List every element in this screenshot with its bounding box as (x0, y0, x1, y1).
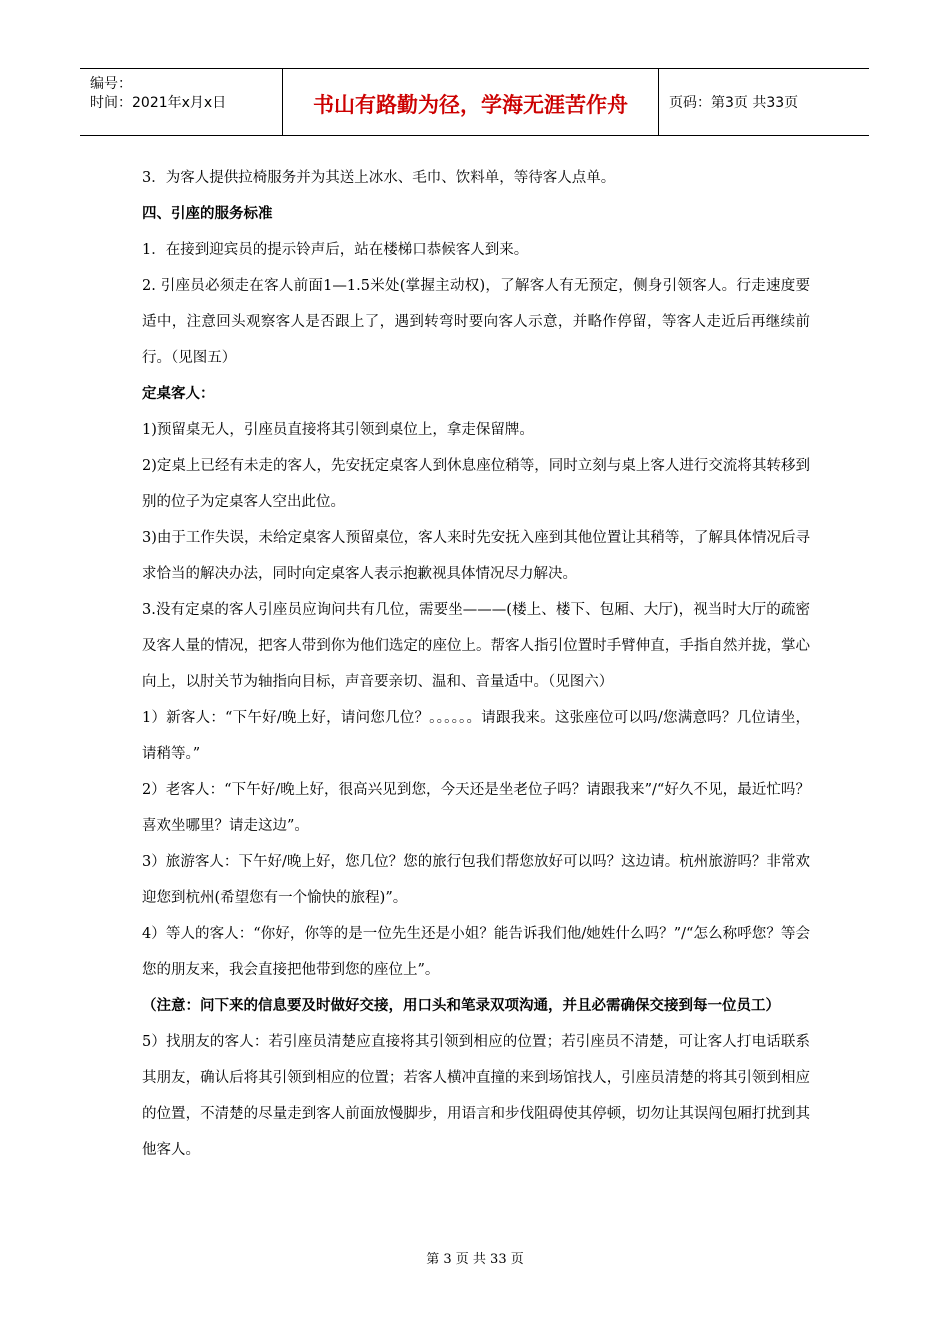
header-meta-cell (80, 69, 283, 135)
body-paragraph: 3.没有定桌的客人引座员应询问共有几位，需要坐———(楼上、楼下、包厢、大厅)，视当时大厅的疏密及客人量的情况，把客人带到你为他们选定的座位上。帮客人指引位置时手臂伸直，手指自然并拢，掌心向上，以肘关节为轴指向目标，声音要亲切、温和、音量适中。（见图六） (142, 602, 810, 690)
body-paragraph: 1)预留桌无人，引座员直接将其引领到桌位上，拿走保留牌。 (142, 422, 534, 438)
body-paragraph: 5）找朋友的客人：若引座员清楚应直接将其引领到相应的位置；若引座员不清楚，可让客人打电话联系其朋友，确认后将其引领到相应的位置；若客人横冲直撞的来到场馆找人，引座员清楚的将其引领到相应的位置，不清楚的尽量走到客人前面放慢脚步，用语言和步伐阻碍使其停顿，切勿让其误闯包厢打扰到其他客人。 (142, 1034, 810, 1158)
section-heading: 四、引座的服务标准 (142, 206, 273, 222)
page-footer: 第 3 页 共 33 页 (426, 1252, 524, 1267)
number-label: 编号： (90, 76, 132, 92)
body-paragraph: 2）老客人：“下午好/晚上好，很高兴见到您，今天还是坐老位子吗？请跟我来”/“好久不见，最近忙吗？喜欢坐哪里？请走这边”。 (142, 782, 810, 834)
section-heading: （注意：问下来的信息要及时做好交接，用口头和笔录双项沟通，并且必需确保交接到每一位员工） (142, 998, 780, 1014)
body-paragraph: 3）旅游客人：下午好/晚上好，您几位？您的旅行包我们帮您放好可以吗？这边请。杭州旅游吗？非常欢迎您到杭州(希望您有一个愉快的旅程)”。 (142, 854, 810, 906)
motto-text: 书山有路勤为径，学海无涯苦作舟 (313, 93, 628, 117)
header-page-cell (659, 69, 869, 135)
header-motto-cell (283, 69, 659, 135)
section-heading: 定桌客人： (142, 386, 215, 402)
time-label: 时间：2021年x月x日 (90, 95, 227, 111)
page-info: 页码：第3页 共33页 (669, 95, 799, 111)
header-table (80, 68, 869, 136)
body-paragraph: 1．在接到迎宾员的提示铃声后，站在楼梯口恭候客人到来。 (142, 242, 529, 258)
body-paragraph: 1）新客人：“下午好/晚上好，请问您几位？。。。。。。请跟我来。这张座位可以吗/您满意吗？几位请坐，请稍等。” (142, 710, 810, 762)
body-paragraph: 3．为客人提供拉椅服务并为其送上冰水、毛巾、饮料单，等待客人点单。 (142, 170, 616, 186)
body-paragraph: 4）等人的客人：“你好，你等的是一位先生还是小姐？能告诉我们他/她姓什么吗？”/“怎么称呼您？等会您的朋友来，我会直接把他带到您的座位上”。 (142, 926, 810, 978)
body-paragraph: 2. 引座员必须走在客人前面1—1.5米处(掌握主动权)，了解客人有无预定，侧身引领客人。行走速度要适中，注意回头观察客人是否跟上了，遇到转弯时要向客人示意，并略作停留，等客人走近后再继续前行。（见图五） (142, 278, 810, 366)
body-paragraph: 2)定桌上已经有未走的客人，先安抚定桌客人到休息座位稍等，同时立刻与桌上客人进行交流将其转移到别的位子为定桌客人空出此位。 (142, 458, 810, 510)
document-body (142, 160, 810, 1168)
body-paragraph: 3)由于工作失误，未给定桌客人预留桌位，客人来时先安抚入座到其他位置让其稍等，了解具体情况后寻求恰当的解决办法，同时向定桌客人表示抱歉视具体情况尽力解决。 (142, 530, 810, 582)
